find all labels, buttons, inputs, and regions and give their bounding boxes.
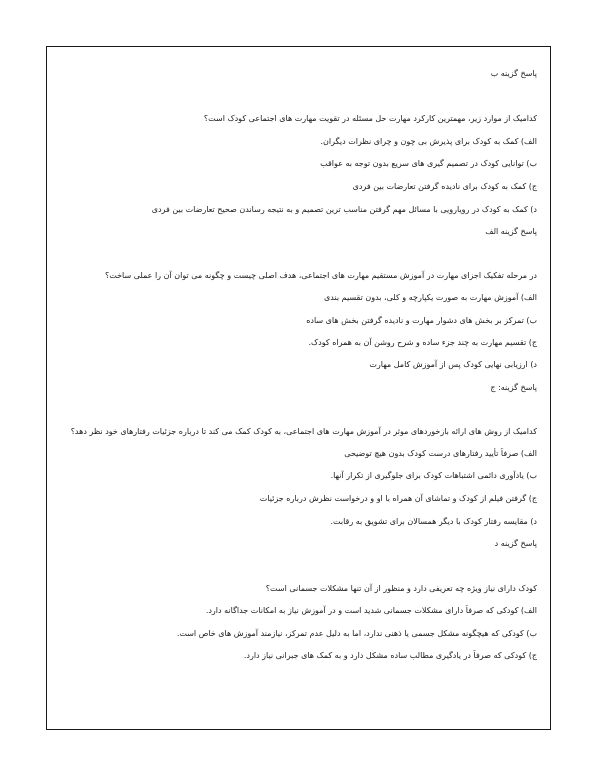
q4-option-a: الف) کودکی که صرفاً دارای مشکلات جسمانی شدید است و در آموزش نیاز به امکانات جداگانه دارد. [205,606,537,615]
question-4: کودک دارای نیاز ویژه چه تعریفی دارد و منظور از آن تنها مشکلات جسمانی است؟ [265,584,537,593]
q1-option-a: الف) کمک به کودک برای پذیرش بی چون و چرای نظرات دیگران. [320,137,537,146]
q2-answer: پاسخ گزینه: ج [490,383,537,392]
q2-option-a: الف) آموزش مهارت به صورت یکپارچه و کلی، بدون تقسیم بندی [324,293,537,302]
q4-option-c: ج) کودکی که صرفاً در یادگیری مطالب ساده مشکل دارد و به کمک های جبرانی نیاز دارد. [243,651,537,660]
q1-option-b: ب) توانایی کودک در تصمیم گیری های سریع بدون توجه به عواقب [320,159,537,168]
q1-option-d: د) کمک به کودک در رویارویی با مسائل مهم گرفتن مناسب ترین تصمیم و به نتیجه رساندن صحیح تعارضات بین فردی [151,205,537,214]
q1-answer: پاسخ گزینه الف [485,227,537,236]
question-1: کدامیک از موارد زیر، مهمترین کارکرد مهارت حل مسئله در تقویت مهارت های اجتماعی کودک است؟ [203,114,537,123]
q4-option-b: ب) کودکی که هیچگونه مشکل جسمی یا ذهنی ندارد، اما به دلیل عدم تمرکز، نیازمند آموزش های خاص است. [176,629,537,638]
q3-option-c: ج) گرفتن فیلم از کودک و تماشای آن همراه با او و درخواست نظرش درباره جزئیات [259,494,537,503]
q3-answer: پاسخ گزینه د [494,539,537,548]
q2-option-b: ب) تمرکز بر بخش های دشوار مهارت و نادیده گرفتن بخش های ساده [306,316,537,325]
q2-option-d: د) ارزیابی نهایی کودک پس از آموزش کامل مهارت [369,360,537,369]
q2-option-c: ج) تقسیم مهارت به چند جزء ساده و شرح روشن آن به همراه کودک. [308,338,537,347]
q3-option-a: الف) صرفاً تأیید رفتارهای درست کودک بدون هیچ توضیحی [344,449,537,458]
q1-option-c: ج) کمک به کودک برای نادیده گرفتن تعارضات بین فردی [352,182,537,191]
question-2: در مرحله تفکیک اجزای مهارت در آموزش مستقیم مهارت های اجتماعی، هدف اصلی چیست و چگونه می توان آن را عملی ساخت؟ [104,271,537,280]
question-3: کدامیک از روش های ارائه بازخوردهای موثر در آموزش مهارت های اجتماعی، به کودک کمک می کند تا درباره جزئیات رفتارهای خود نظر دهد؟ [70,427,537,436]
answer-line: پاسخ گزینه ب [490,69,537,78]
q3-option-d: د) مقایسه رفتار کودک با دیگر همسالان برای تشویق به رقابت. [330,517,537,526]
q3-option-b: ب) یادآوری دائمی اشتباهات کودک برای جلوگیری از تکرار آنها. [330,471,537,480]
